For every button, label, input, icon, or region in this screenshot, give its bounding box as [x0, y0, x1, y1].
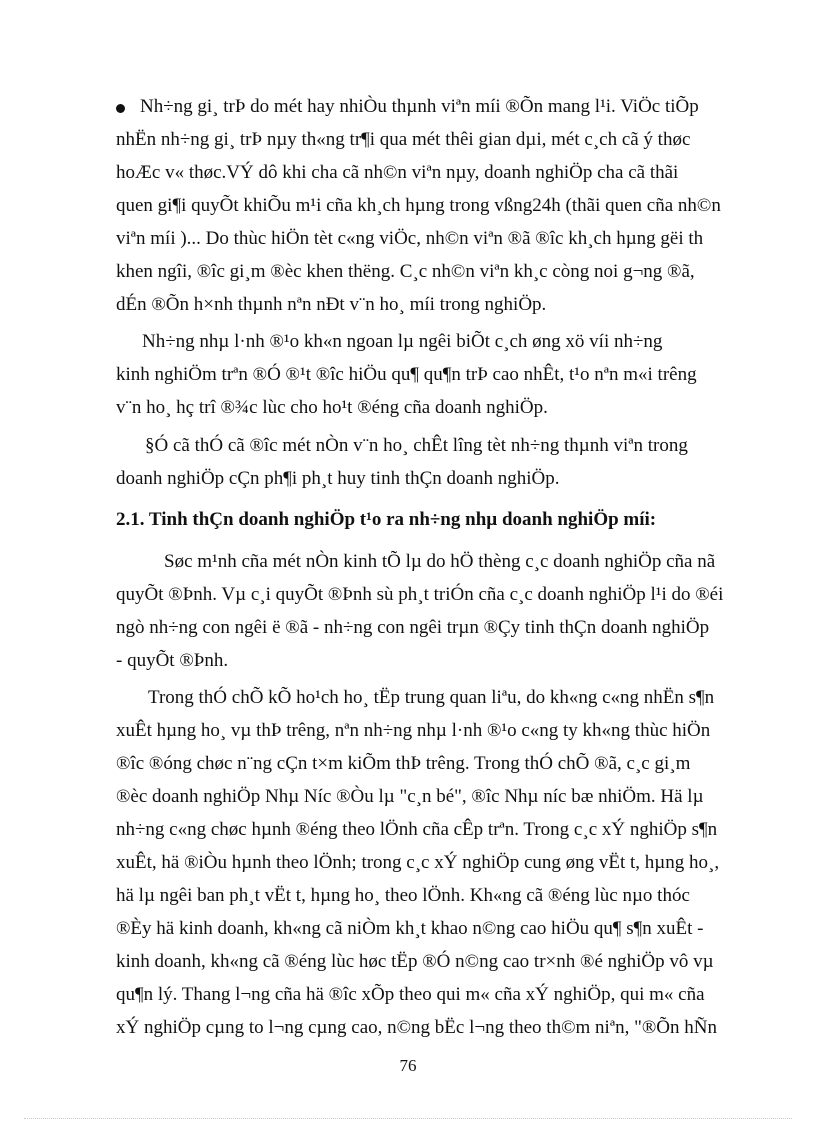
text-line: hoÆc v« thøc.VÝ dô khi cha cã nh©n viªn nµy, doanh nghiÖp cha cã thãi: [116, 162, 679, 183]
page-break-divider: [24, 1118, 792, 1119]
text-line: doanh nghiÖp cÇn ph¶i ph¸t huy tinh thÇn doanh nghiÖp.: [116, 468, 560, 489]
text-line: nh÷ng c«ng chøc hµnh ®éng theo lÖnh cña cÊp trªn. Trong c¸c xÝ nghiÖp s¶n: [116, 819, 718, 840]
text-line: Trong thÓ chÕ kÕ ho¹ch ho¸ tËp trung quan liªu, do kh«ng c«ng nhËn s¶n: [148, 687, 715, 708]
text-line: nhËn nh÷ng gi¸ trÞ nµy th«ng tr¶i qua mét thêi gian dµi, mét c¸ch cã ý thøc: [116, 129, 691, 150]
text-line: dÉn ®Õn h×nh thµnh nªn nÐt v¨n ho¸ míi trong nghiÖp.: [116, 294, 547, 315]
bullet-icon: [116, 104, 125, 113]
text-line: ®îc ®óng chøc n¨ng cÇn t×m kiÕm thÞ trêng. Trong thÓ chÕ ®ã, c¸c gi¸m: [116, 753, 691, 774]
text-line: qu¶n lý. Thang l¬ng cña hä ®îc xÕp theo qui m« cña xÝ nghiÖp, qui m« cña: [116, 984, 705, 1005]
text-line: v¨n ho¸ hç trî ®¾c lùc cho ho¹t ®éng cña doanh nghiÖp.: [116, 397, 548, 418]
text-line: Nh÷ng nhµ l·nh ®¹o kh«n ngoan lµ ngêi biÕt c¸ch øng xö víi nh÷ng: [142, 331, 663, 352]
text-line: ®èc doanh nghiÖp Nhµ Níc ®Òu lµ "c¸n bé", ®îc Nhµ níc bæ nhiÖm. Hä lµ: [116, 786, 704, 807]
text-line: xuÊt hµng ho¸ vµ thÞ trêng, nªn nh÷ng nhµ l·nh ®¹o c«ng ty kh«ng thùc hiÖn: [116, 720, 711, 741]
page-number: 76: [399, 1056, 417, 1075]
text-line: xÝ nghiÖp cµng to l¬ng cµng cao, n©ng bËc l¬ng theo th©m niªn, "®Õn hÑn: [116, 1017, 717, 1038]
text-line: Søc m¹nh cña mét nÒn kinh tÕ lµ do hÖ thèng c¸c doanh nghiÖp cña nã: [164, 551, 716, 572]
text-line: khen ngîi, ®îc gi¸m ®èc khen thëng. C¸c nh©n viªn kh¸c còng noi g¬ng ®ã,: [116, 261, 695, 282]
text-line: quyÕt ®Þnh. Vµ c¸i quyÕt ®Þnh sù ph¸t triÓn cña c¸c doanh nghiÖp l¹i do ®éi: [116, 584, 724, 605]
text-line: xuÊt, hä ®iÒu hµnh theo lÖnh; trong c¸c xÝ nghiÖp cung øng vËt t, hµng ho¸,: [116, 852, 720, 873]
text-line: kinh doanh, kh«ng cã ®éng lùc høc tËp ®Ó n©ng cao tr×nh ®é nghiÖp vô vµ: [116, 951, 714, 972]
text-line: ®Èy hä kinh doanh, kh«ng cã niÒm kh¸t khao n©ng cao hiÖu qu¶ s¶n xuÊt -: [116, 918, 704, 939]
section-heading: 2.1. Tinh thÇn doanh nghiÖp t¹o ra nh÷ng nhµ doanh nghiÖp míi:: [116, 509, 657, 530]
text-line: §Ó cã thÓ cã ®îc mét nÒn v¨n ho¸ chÊt lîng tèt nh÷ng thµnh viªn trong: [145, 435, 688, 456]
text-line: quen gi¶i quyÕt khiÕu m¹i cña kh¸ch hµng trong vßng24h (thãi quen cña nh©n: [116, 195, 721, 216]
text-line: kinh nghiÖm trªn ®Ó ®¹t ®îc hiÖu qu¶ qu¶n trÞ cao nhÊt, t¹o nªn m«i trêng: [116, 364, 697, 385]
text-line: - quyÕt ®Þnh.: [116, 650, 229, 671]
text-line: Nh÷ng gi¸ trÞ do mét hay nhiÒu thµnh viªn míi ®Õn mang l¹i. ViÖc tiÕp: [140, 96, 699, 117]
text-line: ngò nh÷ng con ngêi ë ®ã - nh÷ng con ngêi trµn ®Çy tinh thÇn doanh nghiÖp: [116, 617, 710, 638]
text-line: hä lµ ngêi ban ph¸t vËt t, hµng ho¸ theo lÖnh. Kh«ng cã ®éng lùc nµo thóc: [116, 885, 690, 906]
text-line: viªn míi )... Do thùc hiÖn tèt c«ng viÖc, nh©n viªn ®ã ®îc kh¸ch hµng gëi th: [116, 228, 704, 249]
